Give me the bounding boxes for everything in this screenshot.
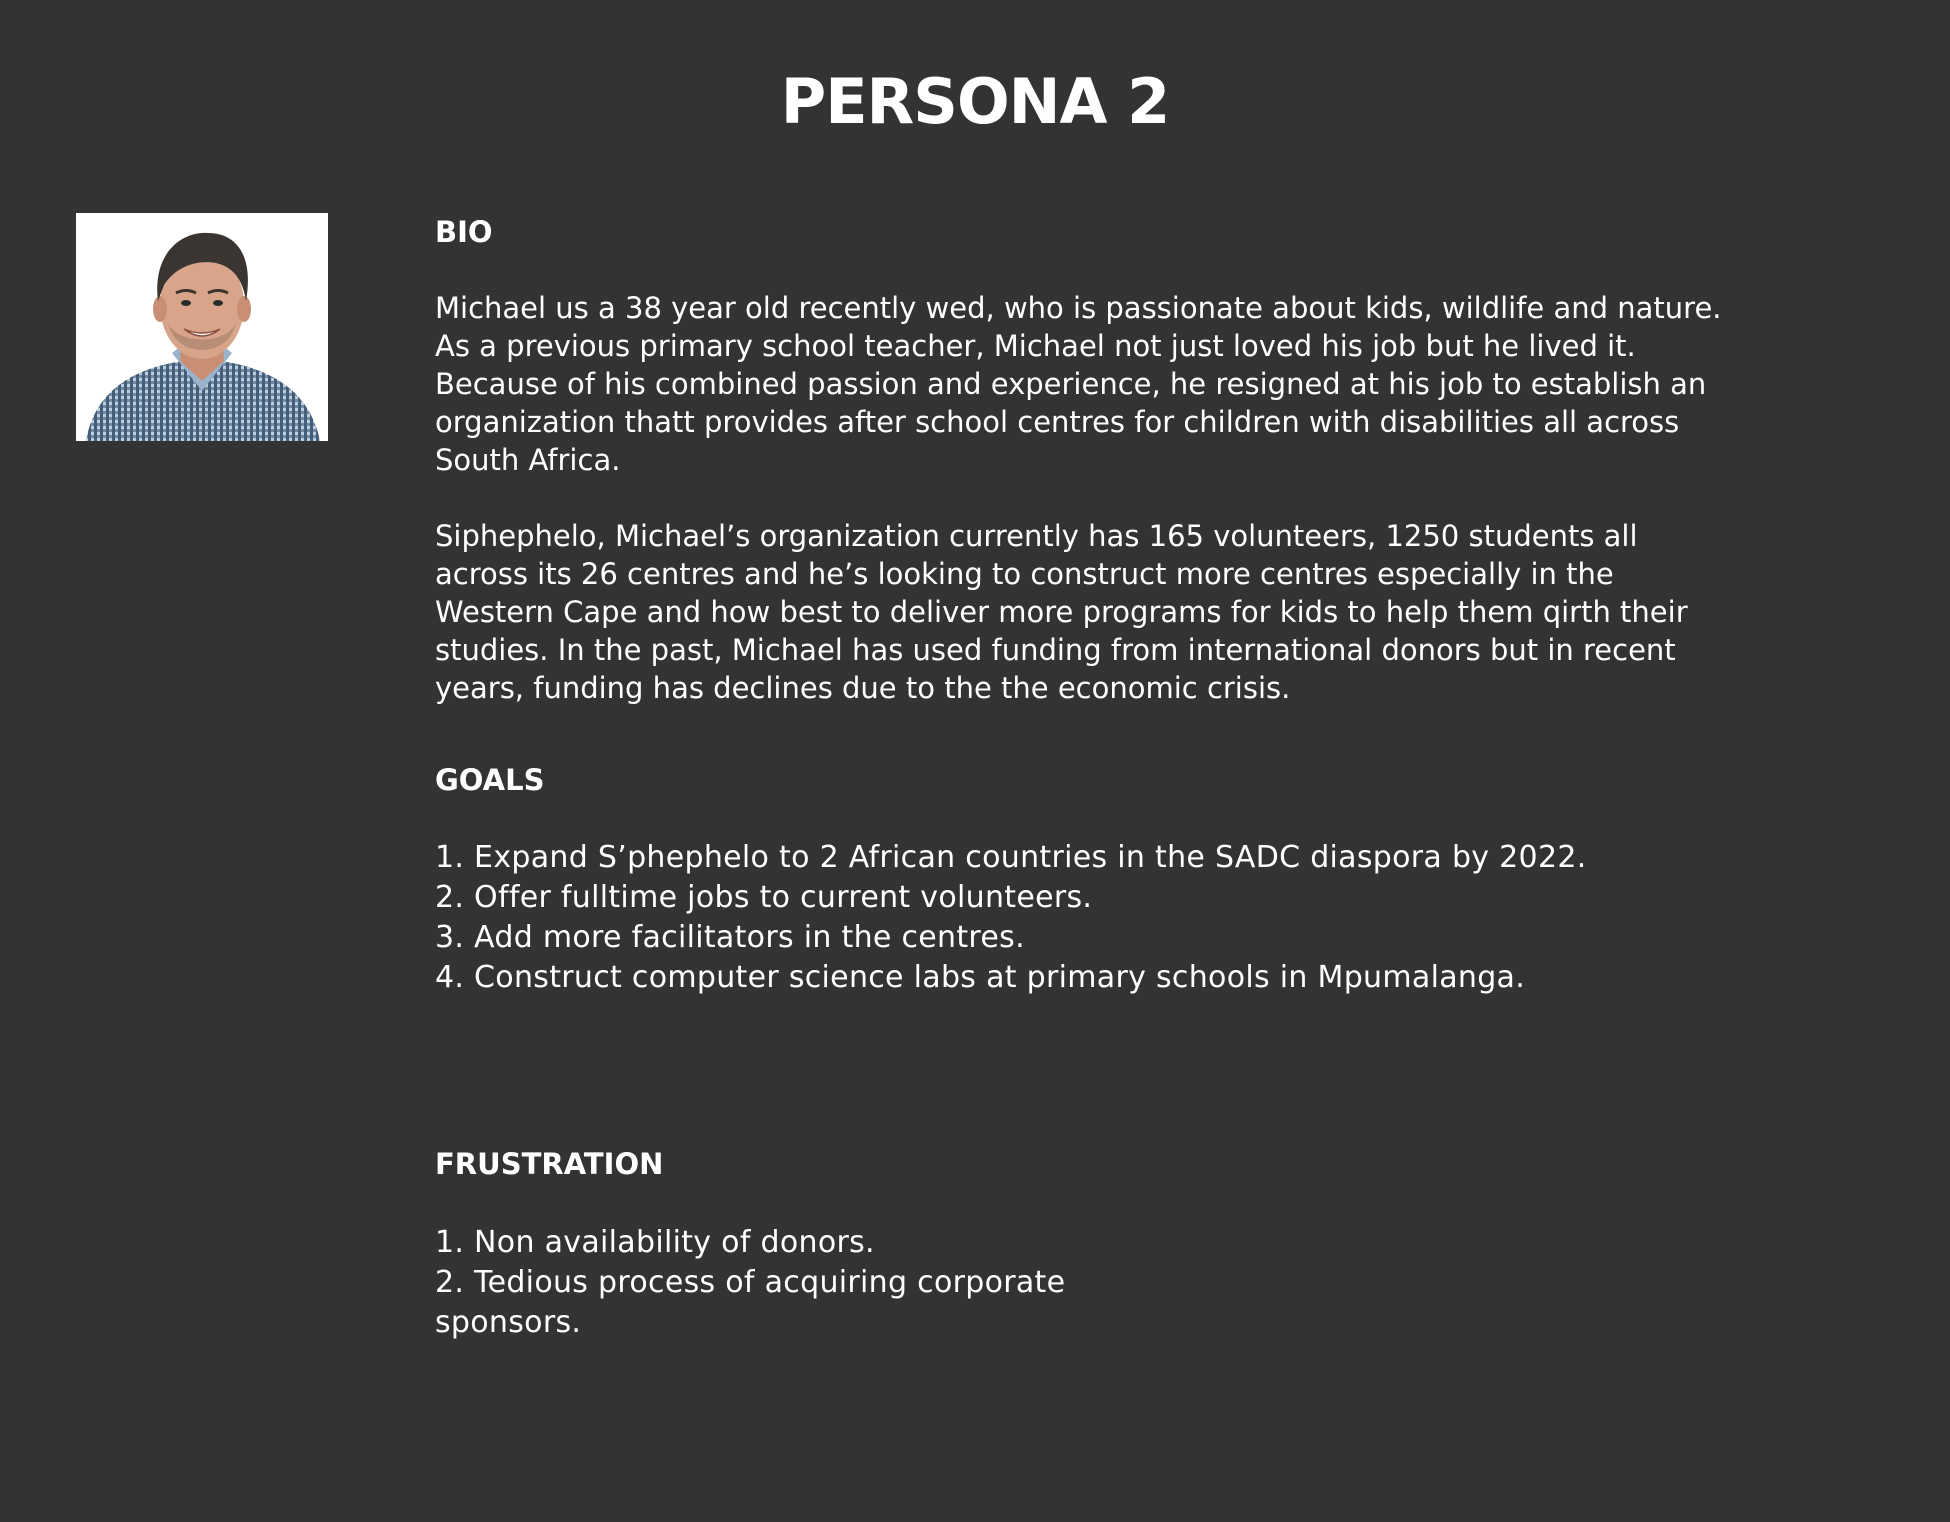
persona-photo <box>76 213 328 441</box>
bio-paragraph-1: Michael us a 38 year old recently wed, who is passionate about kids, wildlife and nature. As a previous primary school teacher, Michael not just loved his job but he lived it. Because of his combined passion and experience, he resigned at his job to establish an organization thatt provides after school centres for children with disabilities all across South Africa. <box>435 291 1722 477</box>
bio-heading: BIO <box>435 215 493 249</box>
bio-paragraph-2: Siphephelo, Michael’s organization currently has 165 volunteers, 1250 students all across its 26 centres and he’s looking to construct more centres especially in the Western Cape and how best to deliver more programs for kids to help them qirth their studies. In the past, Michael has used funding from international donors but in recent years, funding has declines due to the the economic crisis. <box>435 519 1688 705</box>
list-item: 4. Construct computer science labs at primary schools in Mpumalanga. <box>435 960 1526 995</box>
goals-list <box>435 838 1795 998</box>
frustration-heading: FRUSTRATION <box>435 1147 664 1181</box>
page-title: PERSONA 2 <box>780 65 1170 138</box>
list-item: 2. Offer fulltime jobs to current volunteers. <box>435 880 1093 915</box>
avatar <box>76 213 328 441</box>
frustration-list <box>435 1223 1795 1343</box>
list-item: 2. Tedious process of acquiring corporate sponsors. <box>435 1265 1066 1340</box>
list-item: 1. Non availability of donors. <box>435 1225 875 1260</box>
list-item: 1. Expand S’phephelo to 2 African countries in the SADC diaspora by 2022. <box>435 840 1587 875</box>
goals-heading: GOALS <box>435 763 545 797</box>
list-item: 3. Add more facilitators in the centres. <box>435 920 1025 955</box>
